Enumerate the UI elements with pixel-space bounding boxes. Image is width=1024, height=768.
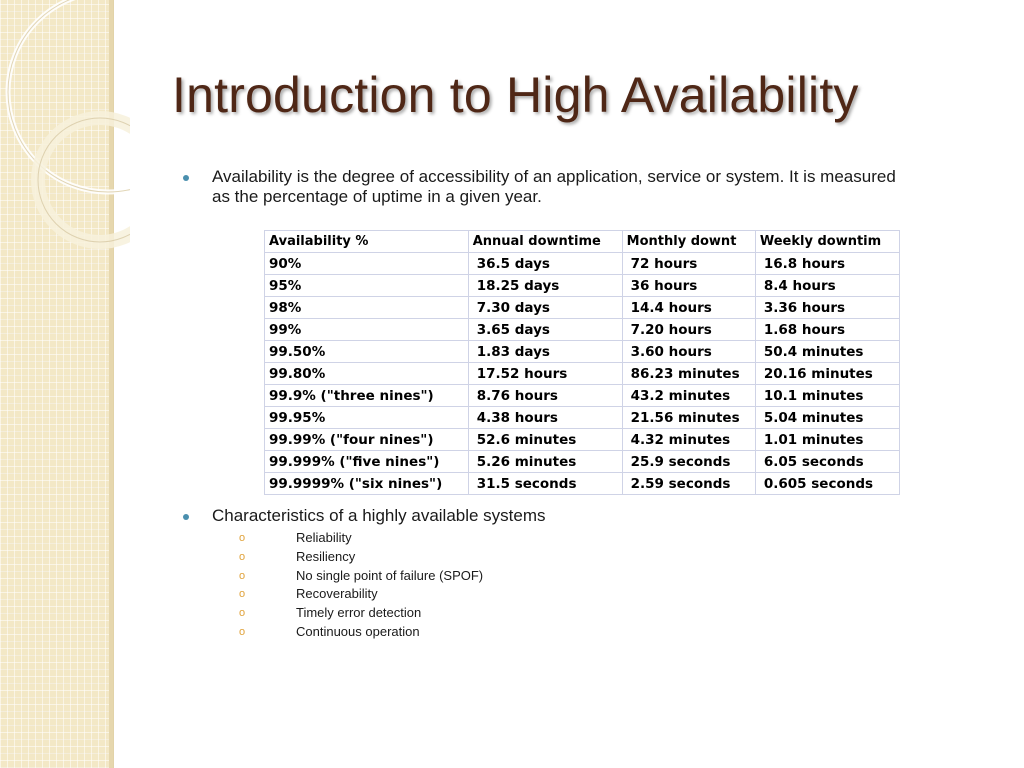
cell-monthly: 3.60 hours <box>622 341 755 363</box>
cell-annual: 52.6 minutes <box>468 429 622 451</box>
table-row <box>265 473 900 495</box>
cell-monthly: 7.20 hours <box>622 319 755 341</box>
cell-availability: 99.99% ("four nines") <box>265 429 469 451</box>
list-item-label: Recoverability <box>296 586 378 602</box>
header-weekly-downtime: Weekly downtim <box>755 231 899 253</box>
cell-availability: 99.95% <box>265 407 469 429</box>
cell-monthly: 25.9 seconds <box>622 451 755 473</box>
cell-annual: 3.65 days <box>468 319 622 341</box>
cell-annual: 5.26 minutes <box>468 451 622 473</box>
decorative-ring-small <box>38 118 130 242</box>
cell-availability: 95% <box>265 275 469 297</box>
decorative-ring-large-outline <box>8 0 130 192</box>
cell-weekly: 0.605 seconds <box>755 473 899 495</box>
cell-monthly: 2.59 seconds <box>622 473 755 495</box>
table-row <box>265 319 900 341</box>
circle-bullet-icon: o <box>239 588 246 601</box>
cell-weekly: 5.04 minutes <box>755 407 899 429</box>
cell-weekly: 1.68 hours <box>755 319 899 341</box>
cell-annual: 8.76 hours <box>468 385 622 407</box>
cell-availability: 99% <box>265 319 469 341</box>
cell-weekly: 20.16 minutes <box>755 363 899 385</box>
cell-monthly: 21.56 minutes <box>622 407 755 429</box>
cell-weekly: 8.4 hours <box>755 275 899 297</box>
header-monthly-downtime: Monthly downt <box>622 231 755 253</box>
cell-annual: 31.5 seconds <box>468 473 622 495</box>
cell-availability: 99.80% <box>265 363 469 385</box>
list-item-label: Reliability <box>296 530 352 545</box>
circle-bullet-icon: o <box>239 625 246 638</box>
circle-bullet-icon: o <box>239 569 246 582</box>
decorative-rings <box>0 0 130 260</box>
circle-bullet-icon: o <box>239 607 246 620</box>
cell-annual: 36.5 days <box>468 253 622 275</box>
list-item-label: Continuous operation <box>296 623 420 639</box>
header-annual-downtime: Annual downtime <box>468 231 622 253</box>
cell-weekly: 50.4 minutes <box>755 341 899 363</box>
cell-availability: 99.50% <box>265 341 469 363</box>
bullet-text: Availability is the degree of accessibility of an application, service or system. It is measured as the percentage of uptime in a given year. <box>212 167 896 206</box>
table-row <box>265 253 900 275</box>
table-row <box>265 363 900 385</box>
cell-availability: 99.9% ("three nines") <box>265 385 469 407</box>
cell-availability: 90% <box>265 253 469 275</box>
cell-availability: 99.9999% ("six nines") <box>265 473 469 495</box>
list-item-label: Timely error detection <box>296 605 422 621</box>
table-row <box>265 275 900 297</box>
table-row <box>265 385 900 407</box>
circle-bullet-icon: o <box>239 532 246 544</box>
table-row <box>265 341 900 363</box>
list-item-label: No single point of failure (SPOF) <box>296 567 484 583</box>
cell-monthly: 36 hours <box>622 275 755 297</box>
availability-table <box>264 230 900 495</box>
availability-table-container <box>264 230 900 496</box>
table-row <box>265 451 900 473</box>
table-row <box>265 297 900 319</box>
table-row <box>265 429 900 451</box>
cell-monthly: 72 hours <box>622 253 755 275</box>
decorative-ring-large <box>8 0 130 192</box>
cell-weekly: 16.8 hours <box>755 253 899 275</box>
cell-availability: 98% <box>265 297 469 319</box>
circle-bullet-icon: o <box>239 550 246 563</box>
cell-annual: 18.25 days <box>468 275 622 297</box>
cell-monthly: 43.2 minutes <box>622 385 755 407</box>
table-row <box>265 407 900 429</box>
bullet-dot-icon <box>183 175 189 181</box>
bullet-text: Characteristics of a highly available systems <box>212 506 546 525</box>
cell-weekly: 6.05 seconds <box>755 451 899 473</box>
cell-annual: 17.52 hours <box>468 363 622 385</box>
cell-weekly: 10.1 minutes <box>755 385 899 407</box>
cell-monthly: 14.4 hours <box>622 297 755 319</box>
header-availability: Availability % <box>265 231 469 253</box>
cell-annual: 7.30 days <box>468 297 622 319</box>
slide-title: Introduction to High Availability <box>172 67 859 123</box>
bullet-dot-icon <box>183 514 189 520</box>
cell-monthly: 86.23 minutes <box>622 363 755 385</box>
list-item-label: Resiliency <box>296 548 356 564</box>
cell-annual: 4.38 hours <box>468 407 622 429</box>
cell-availability: 99.999% ("five nines") <box>265 451 469 473</box>
cell-weekly: 1.01 minutes <box>755 429 899 451</box>
cell-annual: 1.83 days <box>468 341 622 363</box>
cell-weekly: 3.36 hours <box>755 297 899 319</box>
table-header-row <box>265 231 900 253</box>
cell-monthly: 4.32 minutes <box>622 429 755 451</box>
